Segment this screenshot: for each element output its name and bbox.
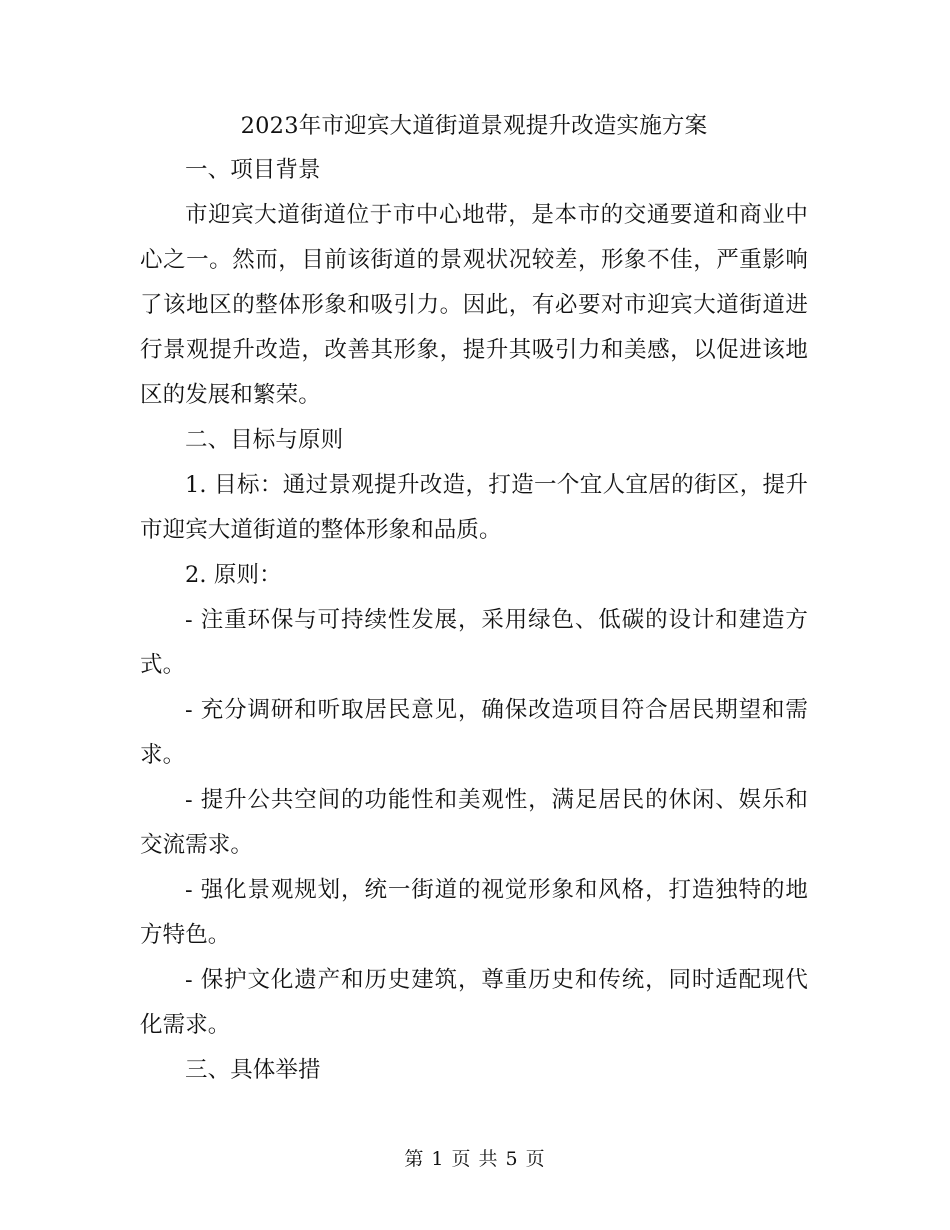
paragraph-background: 市迎宾大道街道位于市中心地带，是本市的交通要道和商业中心之一。然而，目前该街道的景观状况较差，形象不佳，严重影响了该地区的整体形象和吸引力。因此，有必要对市迎宾大道街道进行景观提升改造，改善其形象，提升其吸引力和美感，以促进该地区的发展和繁荣。 xyxy=(140,202,808,408)
section-heading-goals: 二、目标与原则 xyxy=(185,427,344,453)
section-heading-measures: 三、具体举措 xyxy=(185,1057,321,1083)
goal-item: 1. 目标：通过景观提升改造，打造一个宜人宜居的街区，提升市迎宾大道街道的整体形象和品质。 xyxy=(140,472,808,543)
section-heading-background: 一、项目背景 xyxy=(185,157,321,183)
principle-item: - 提升公共空间的功能性和美观性，满足居民的休闲、娱乐和交流需求。 xyxy=(140,787,808,858)
principle-item: - 保护文化遗产和历史建筑，尊重历史和传统，同时适配现代化需求。 xyxy=(140,967,808,1038)
principles-heading: 2. 原则： xyxy=(185,562,282,588)
principle-item: - 强化景观规划，统一街道的视觉形象和风格，打造独特的地方特色。 xyxy=(140,877,808,948)
principle-item: - 充分调研和听取居民意见，确保改造项目符合居民期望和需求。 xyxy=(140,697,808,768)
principle-item: - 注重环保与可持续性发展，采用绿色、低碳的设计和建造方式。 xyxy=(140,607,808,678)
page-number-footer: 第 1 页 共 5 页 xyxy=(404,1148,546,1170)
document-title: 2023年市迎宾大道街道景观提升改造实施方案 xyxy=(240,113,708,139)
document-body xyxy=(140,104,808,1093)
